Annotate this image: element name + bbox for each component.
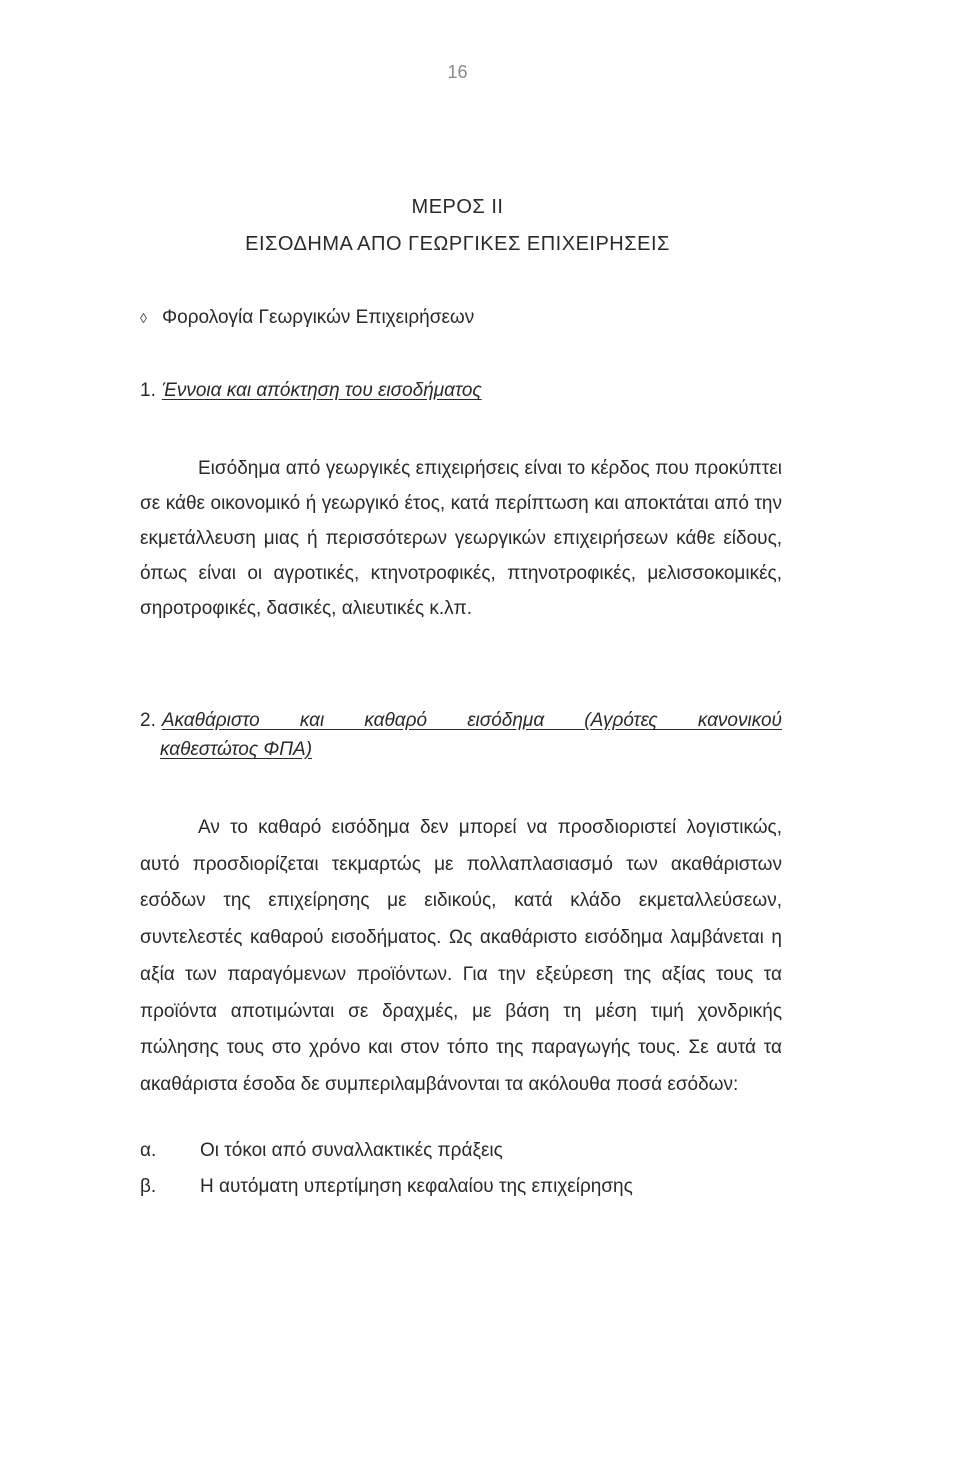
topic-label: Φορολογία Γεωργικών Επιχειρήσεων	[162, 307, 475, 328]
diamond-bullet-icon: ◊	[140, 310, 147, 326]
list-item-text: Οι τόκοι από συναλλακτικές πράξεις	[200, 1140, 503, 1161]
list-item-text: Η αυτόματη υπερτίμηση κεφαλαίου της επιχείρησης	[200, 1176, 633, 1197]
section-1-paragraph-text: Εισόδημα από γεωργικές επιχειρήσεις είναι το κέρδος που προκύπτει σε κάθε οικονομικό ή γεωργικό έτος, κατά περίπτωση και αποκτάται από την εκμετάλλευση μιας ή περισσότερων γεωργικών επιχειρήσεων κάθε είδους, όπως είναι οι αγροτικές, κτηνοτροφικές, πτηνοτροφικές, μελισσοκομικές, σηροτροφικές, δασικές, αλιευτικές κ.λπ.	[140, 458, 782, 619]
part-title: ΜΕΡΟΣ ΙΙ	[411, 196, 504, 218]
section-2-paragraph	[140, 810, 782, 1104]
topic-heading	[140, 307, 474, 329]
part-subtitle: ΕΙΣΟΔΗΜΑ ΑΠΟ ΓΕΩΡΓΙΚΕΣ ΕΠΙΧΕΙΡΗΣΕΙΣ	[245, 233, 670, 255]
section-1-paragraph	[140, 451, 782, 626]
list-marker: β.	[140, 1176, 157, 1197]
section-2-number: 2.	[140, 710, 156, 731]
section-1-heading	[140, 380, 482, 402]
section-1-title: Έννοια και απόκτηση του εισοδήματος	[161, 380, 482, 401]
section-1-number: 1.	[140, 380, 156, 401]
list-marker: α.	[140, 1140, 157, 1161]
section-2-paragraph-text: Αν το καθαρό εισόδημα δεν μπορεί να προσδιοριστεί λογιστικώς, αυτό προσδιορίζεται τεκμαρτώς με πολλαπλασιασμό των ακαθάριστων εσόδων της επιχείρησης με ειδικούς, κατά κλάδο εκμεταλλεύσεων, συντελεστές καθαρού εισοδήματος. Ως ακαθάριστο εισόδημα λαμβάνεται η αξία των παραγόμενων προϊόντων. Για την εξεύρεση της αξίας τους τα προϊόντα αποτιμώνται σε δραχμές, με βάση τη μέση τιμή χονδρικής πώλησης τους στο χρόνο και στον τόπο της παραγωγής τους. Σε αυτά τα ακαθάριστα έσοδα δε συμπεριλαμβάνονται τα ακόλουθα ποσά εσόδων:	[140, 817, 782, 1095]
section-2-title-line1: Ακαθάριστο και καθαρό εισόδημα (Αγρότες κανονικού	[161, 710, 782, 731]
list-item	[140, 1140, 503, 1162]
list-item	[140, 1176, 633, 1198]
page-number: 16	[447, 62, 468, 82]
section-2-title-line2: καθεστώτος ΦΠΑ)	[160, 739, 313, 760]
section-2-heading	[140, 702, 782, 739]
